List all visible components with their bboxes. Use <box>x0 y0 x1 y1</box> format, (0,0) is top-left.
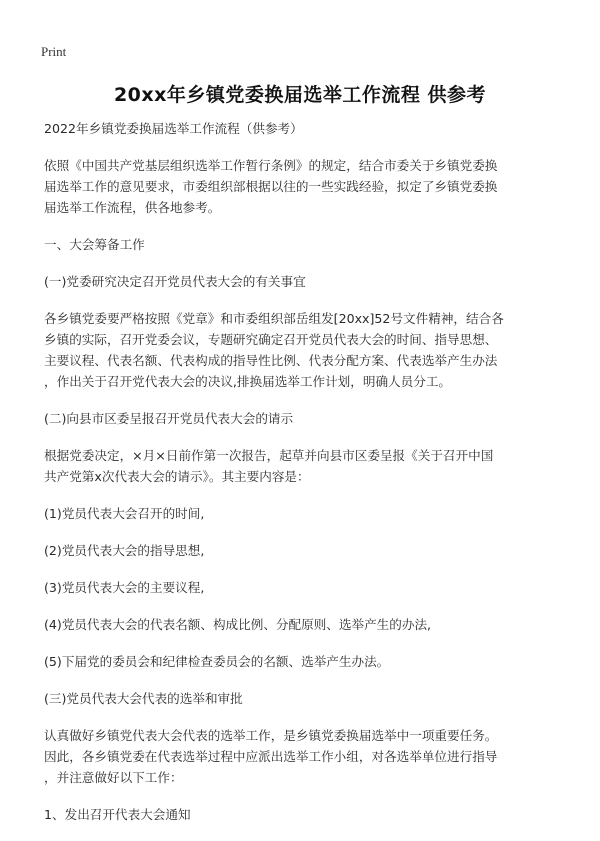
document-body <box>44 118 560 841</box>
list-item: (4)党员代表大会的代表名额、构成比例、分配原则、选举产生的办法, <box>44 617 432 632</box>
intro-paragraph: 依照《中国共产党基层组织选举工作暂行条例》的规定，结合市委关于乡镇党委换 届选举工作的意见要求，市委组织部根据以往的一些实践经验，拟定了乡镇党委换 届选举工作流程，供各地参考。 <box>44 158 498 215</box>
section-heading: 一、大会筹备工作 <box>44 237 145 252</box>
body-paragraph: 各乡镇党委要严格按照《党章》和市委组织部岳组发[20xx]52号文件精神，结合各 乡镇的实际，召开党委会议，专题研究确定召开党员代表大会的时间、指导思想、 主要议程、代表名额、代表构成的指导性比例、代表分配方案、代表选举产生办法 ，作出关于召开党代表大会的决议,排换届选举工作计划，明确人员分工。 <box>44 311 504 389</box>
subsection-heading: (二)向县市区委呈报召开党员代表大会的请示 <box>44 411 294 426</box>
subsection-heading: (三)党员代表大会代表的选举和审批 <box>44 691 243 706</box>
list-item: (2)党员代表大会的指导思想, <box>44 543 205 558</box>
list-item: (5)下届党的委员会和纪律检查委员会的名额、选举产生办法。 <box>44 654 390 669</box>
list-item: (1)党员代表大会召开的时间, <box>44 506 205 521</box>
body-paragraph: 根据党委决定，×月×日前作第一次报告，起草并向县市区委呈报《关于召开中国 共产党第x次代表大会的请示》。其主要内容是： <box>44 448 494 484</box>
body-paragraph: 认真做好乡镇党代表大会代表的选举工作，是乡镇党委换届选举中一项重要任务。 因此，各乡镇党委在代表选举过程中应派出选举工作小组，对各选举单位进行指导 ，并注意做好以下工作： <box>44 728 498 785</box>
document-title: 20xx年乡镇党委换届选举工作流程 供参考 <box>113 84 487 106</box>
document-subtitle: 2022年乡镇党委换届选举工作流程（供参考） <box>44 121 303 136</box>
list-item: (3)党员代表大会的主要议程, <box>44 580 205 595</box>
subsection-heading: (一)党委研究决定召开党员代表大会的有关事宜 <box>44 274 306 289</box>
numbered-heading: 1、发出召开代表大会通知 <box>44 807 191 822</box>
print-label: Print <box>41 44 67 59</box>
